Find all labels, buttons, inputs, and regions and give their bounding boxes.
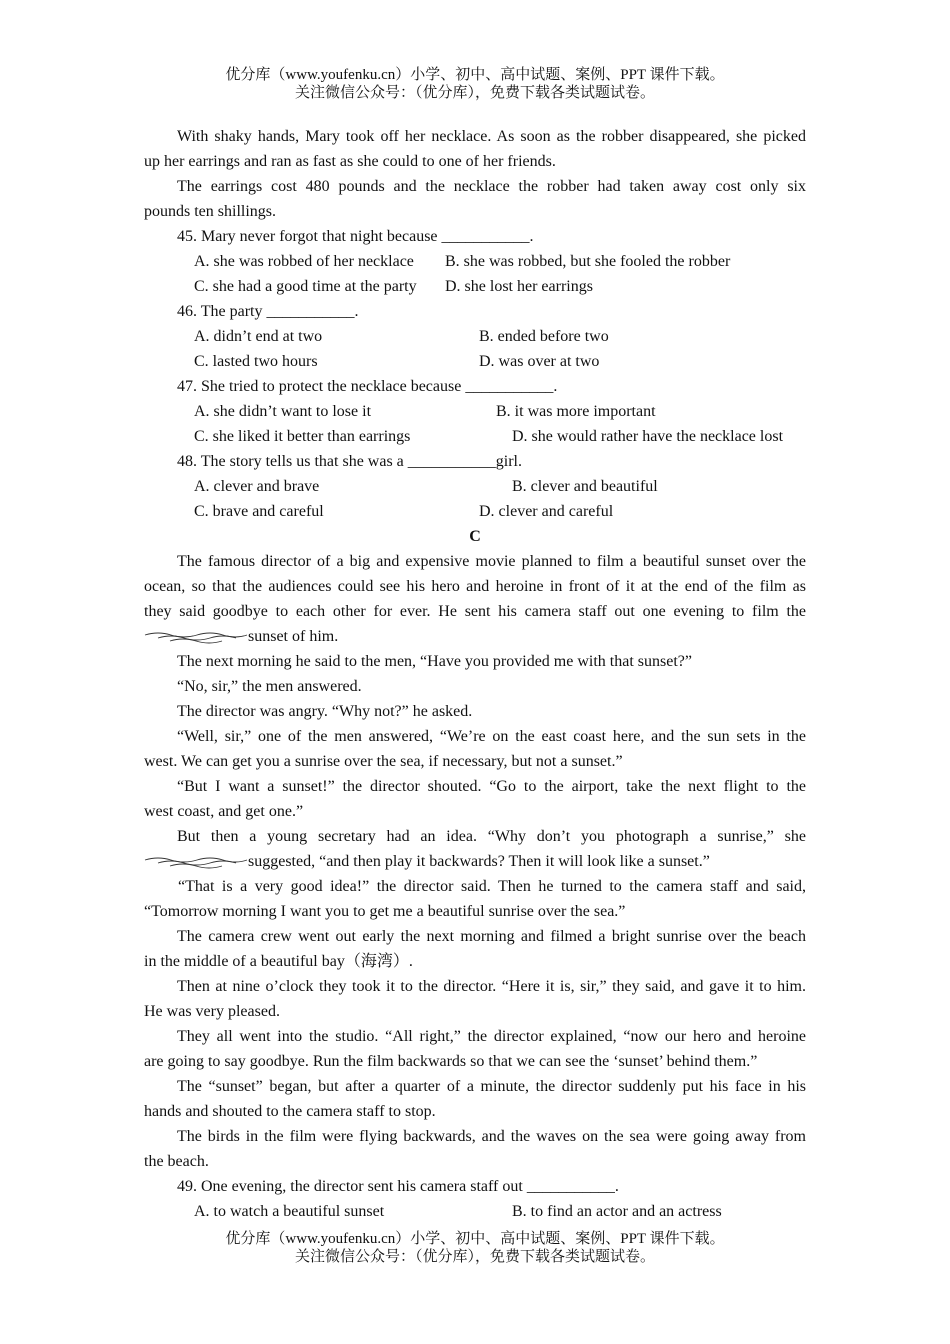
option-a: A. didn’t end at two <box>194 328 323 345</box>
option-c: C. lasted two hours <box>194 353 318 370</box>
question-stem: 49. One evening, the director sent his camera staff out ___________. <box>177 1178 619 1195</box>
paragraph-line: west. We can get you a sunrise over the sea, if necessary, but not a sunset.” <box>144 753 623 770</box>
question-stem: 48. The story tells us that she was a ___________girl. <box>177 453 522 470</box>
paragraph-line: With shaky hands, Mary took off her necklace. As soon as the robber disappeared, she picked <box>177 128 806 145</box>
option-row <box>144 499 806 524</box>
paragraph-line: The camera crew went out early the next morning and filmed a bright sunrise over the beach <box>177 928 806 945</box>
option-row <box>144 324 806 349</box>
option-row <box>144 249 806 274</box>
paragraph-line: “No, sir,” the men answered. <box>177 678 362 695</box>
option-row <box>144 399 806 424</box>
option-row <box>144 274 806 299</box>
header-line-2: 关注微信公众号：（优分库），免费下载各类试题试卷。 <box>294 85 655 101</box>
question-stem: 46. The party ___________. <box>177 303 359 320</box>
paragraph-line: pounds ten shillings. <box>144 203 277 220</box>
option-a: A. to watch a beautiful sunset <box>194 1203 385 1220</box>
option-b: B. to find an actor and an actress <box>512 1203 722 1220</box>
option-a: A. she didn’t want to lose it <box>194 403 372 420</box>
paragraph-text: sunset of him. <box>248 628 339 645</box>
paragraph-line: The famous director of a big and expensive movie planned to film a beautiful sunset over the <box>177 553 806 570</box>
paragraph-line: hands and shouted to the camera staff to stop. <box>144 1103 436 1120</box>
option-c: C. she liked it better than earrings <box>194 428 411 445</box>
option-d: D. clever and careful <box>479 503 614 520</box>
paragraph-line: The earrings cost 480 pounds and the necklace the robber had taken away cost only six <box>177 178 806 195</box>
option-row <box>144 474 806 499</box>
paragraph-line: are going to say goodbye. Run the film backwards so that we can see the ‘sunset’ behind them.” <box>144 1053 758 1070</box>
paragraph-line: up her earrings and ran as fast as she could to one of her friends. <box>144 153 556 170</box>
option-c: C. she had a good time at the party <box>194 278 417 295</box>
paragraph-line: “That is a very good idea!” the director said. Then he turned to the camera staff and said, <box>178 878 806 895</box>
paragraph-line: “Tomorrow morning I want you to get me a beautiful sunrise over the sea.” <box>144 903 626 920</box>
paragraph-line: Then at nine o’clock they took it to the director. “Here it is, sir,” they said, and gave it to him. <box>177 978 806 995</box>
option-d: D. she lost her earrings <box>445 278 593 295</box>
paragraph-line: they said goodbye to each other for ever. He sent his camera staff out one evening to film the <box>144 603 806 620</box>
paragraph-line: He was very pleased. <box>144 1003 280 1020</box>
option-row <box>144 424 806 449</box>
option-b: B. clever and beautiful <box>512 478 658 495</box>
paragraph-line: The next morning he said to the men, “Have you provided me with that sunset?” <box>177 653 692 670</box>
paragraph-line: The birds in the film were flying backwards, and the waves on the sea were going away from <box>177 1128 806 1145</box>
footer-line-1: 优分库（www.youfenku.cn）小学、初中、高中试题、案例、PPT 课件下载。 <box>225 1231 725 1247</box>
document-body <box>144 124 806 1224</box>
paragraph-line: ocean, so that the audiences could see his hero and heroine in front of it at the end of the film as <box>144 578 806 595</box>
paragraph-line: west coast, and get one.” <box>144 803 304 820</box>
paragraph-line: The director was angry. “Why not?” he asked. <box>177 703 473 720</box>
paragraph-line: The “sunset” began, but after a quarter of a minute, the director suddenly put his face in his <box>177 1078 806 1095</box>
paragraph-line: the beach. <box>144 1153 209 1170</box>
paragraph-line: in the middle of a beautiful bay（海湾）. <box>144 953 413 970</box>
option-a: A. clever and brave <box>194 478 320 495</box>
paragraph-line: “Well, sir,” one of the men answered, “We’re on the east coast here, and the sun sets in the <box>177 728 806 745</box>
wavy-underline-mark <box>144 630 248 644</box>
option-d: D. she would rather have the necklace lost <box>512 428 784 445</box>
option-row <box>144 1199 806 1224</box>
paragraph-line <box>144 624 806 649</box>
paragraph-line: “But I want a sunset!” the director shouted. “Go to the airport, take the next flight to the <box>177 778 806 795</box>
option-row <box>144 349 806 374</box>
option-c: C. brave and careful <box>194 503 324 520</box>
page-footer <box>0 1230 950 1266</box>
paragraph-line: They all went into the studio. “All right,” the director explained, “now our hero and heroine <box>177 1028 806 1045</box>
option-d: D. was over at two <box>479 353 600 370</box>
wavy-underline-mark <box>144 855 248 869</box>
option-b: B. it was more important <box>496 403 656 420</box>
option-b: B. she was robbed, but she fooled the robber <box>445 253 731 270</box>
question-stem: 47. She tried to protect the necklace because ___________. <box>177 378 558 395</box>
option-a: A. she was robbed of her necklace <box>194 253 414 270</box>
page-header <box>0 66 950 102</box>
question-stem: 45. Mary never forgot that night because ___________. <box>177 228 534 245</box>
footer-line-2: 关注微信公众号：（优分库），免费下载各类试题试卷。 <box>294 1249 655 1265</box>
section-heading: C <box>469 528 481 545</box>
header-line-1: 优分库（www.youfenku.cn）小学、初中、高中试题、案例、PPT 课件下载。 <box>225 67 725 83</box>
paragraph-line: But then a young secretary had an idea. “Why don’t you photograph a sunrise,” she <box>177 828 806 845</box>
paragraph-text: suggested, “and then play it backwards? Then it will look like a sunset.” <box>248 853 710 870</box>
paragraph-line <box>144 849 806 874</box>
option-b: B. ended before two <box>479 328 609 345</box>
